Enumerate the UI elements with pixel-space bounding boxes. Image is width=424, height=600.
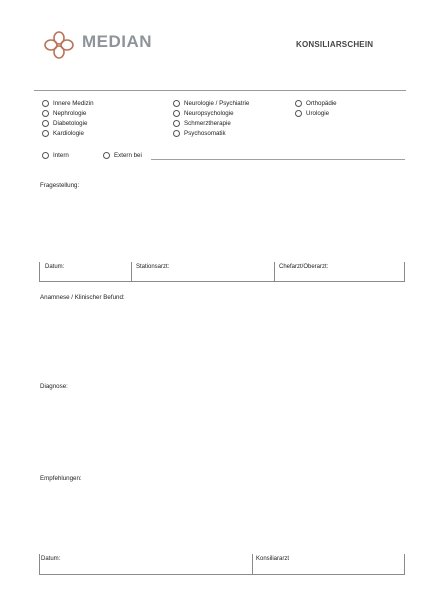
option-innere-medizin[interactable]: Innere Medizin bbox=[42, 100, 94, 107]
stationsarzt-label: Stationsarzt: bbox=[136, 264, 170, 270]
anamnese-label: Anamnese / Klinischer Befund: bbox=[40, 294, 125, 301]
radio-icon[interactable] bbox=[295, 100, 302, 107]
fragestellung-label: Fragestellung: bbox=[40, 182, 80, 189]
option-diabetologie[interactable]: Diabetologie bbox=[42, 120, 87, 127]
radio-icon[interactable] bbox=[173, 100, 180, 107]
brand-name: MEDIAN bbox=[82, 32, 153, 51]
radio-icon[interactable] bbox=[42, 152, 49, 159]
option-nephrologie[interactable]: Nephrologie bbox=[42, 110, 86, 117]
datum-label-2: Datum: bbox=[41, 556, 61, 562]
radio-icon[interactable] bbox=[173, 130, 180, 137]
signature-divider bbox=[252, 554, 253, 575]
option-urologie[interactable]: Urologie bbox=[295, 110, 329, 117]
option-neurologie-psychiatrie[interactable]: Neurologie / Psychiatrie bbox=[173, 100, 249, 107]
signature-divider bbox=[274, 262, 275, 282]
radio-icon[interactable] bbox=[42, 110, 49, 117]
option-neuropsychologie[interactable]: Neuropsychologie bbox=[173, 110, 234, 117]
option-intern[interactable]: Intern bbox=[42, 152, 69, 159]
radio-icon[interactable] bbox=[42, 100, 49, 107]
median-logo bbox=[42, 30, 157, 60]
signature-divider bbox=[131, 262, 132, 282]
radio-icon[interactable] bbox=[173, 110, 180, 117]
radio-icon[interactable] bbox=[173, 120, 180, 127]
document-title: KONSILIARSCHEIN bbox=[296, 40, 374, 49]
empfehlungen-label: Empfehlungen: bbox=[40, 475, 82, 482]
datum-label: Datum: bbox=[45, 264, 65, 270]
radio-icon[interactable] bbox=[295, 110, 302, 117]
option-schmerztherapie[interactable]: Schmerztherapie bbox=[173, 120, 231, 127]
radio-icon[interactable] bbox=[42, 120, 49, 127]
extern-input-line[interactable] bbox=[151, 159, 405, 160]
radio-icon[interactable] bbox=[103, 152, 110, 159]
chefarzt-label: Chefarzt/Oberarzt: bbox=[279, 264, 329, 270]
signature-box-1 bbox=[39, 262, 405, 282]
median-logo-icon bbox=[42, 30, 76, 60]
diagnose-label: Diagnose: bbox=[40, 383, 68, 390]
signature-box-2 bbox=[39, 554, 405, 575]
option-psychosomatik[interactable]: Psychosomatik bbox=[173, 130, 226, 137]
option-extern[interactable]: Extern bei bbox=[103, 152, 142, 159]
header-divider bbox=[34, 90, 406, 91]
konsiliararzt-label: Konsiliararzt bbox=[256, 556, 290, 562]
radio-icon[interactable] bbox=[42, 130, 49, 137]
option-orthopaedie[interactable]: Orthopädie bbox=[295, 100, 337, 107]
option-kardiologie[interactable]: Kardiologie bbox=[42, 130, 84, 137]
